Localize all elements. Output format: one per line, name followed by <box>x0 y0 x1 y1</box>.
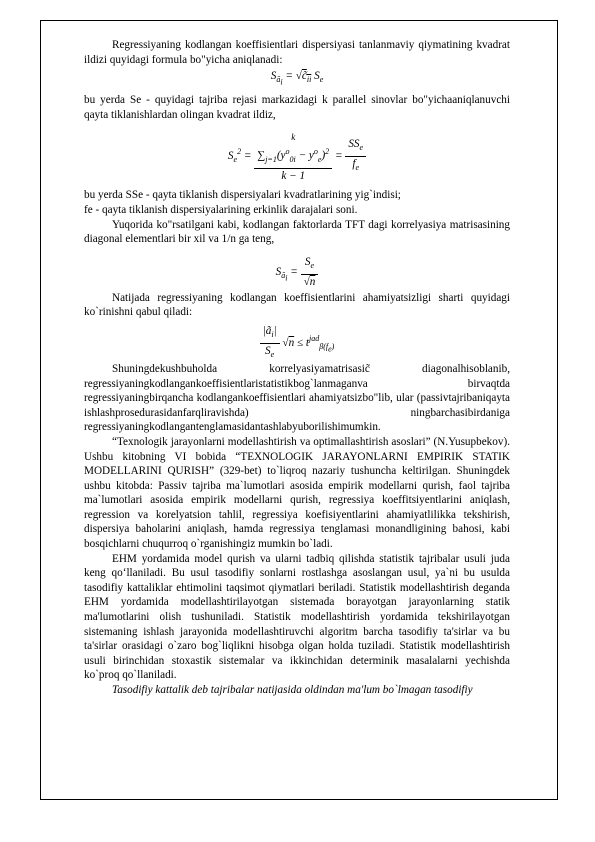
paragraph-1: Regressiyaning kodlangan koeffisientlari dispersiyasi tanlanmaviy qiymatining kvadrat ildizi quyidagi formula bo"yicha aniqlanadi: <box>84 39 510 66</box>
paragraph-3a: bu yerda SSe - qayta tiklanish dispersiyalari kvadratlarining yig`indisi; <box>84 189 401 202</box>
paragraph-7: “Texnologik jarayonlarni modellashtirish va optimallashtirish asoslari” (N.Yusupbekov). Ushbu kitobning VI bobida “TEXNOLOGIK JARAYONLARNI EMPIRIK STATIK MODELLARINI QURISH” (329-bet) to`liqroq nazariy tushuncha keltirilgan. Shuningdek ushbu kitobda: Passiv tajriba ma`lumotlari asosida empirik modellarni qurish, faol tajriba ma`lumotlari asosida empirik modellarni qurish, regressiya koeffitsiyentlarini aniqlash, regression va korelyatsion tahlil, regressiya koefisiyentlarini ahamiyatlilikka tekshirish, dispersiya baholarini aniqlash, hamda regressiya tenglamasi monandligining bahosi, kabi bosqichlarni chuqurroq o`rganishingiz mumkin bo`ladi. <box>84 435 510 551</box>
formula-s-ai: $S_{ã_i}$ = $\frac{S_e}{√n}$ <box>84 249 510 289</box>
paragraph-2: bu yerda Se - quyidagi tajriba rejasi markazidagi k parallel sinovlar bo"yichaaniqlanuvchi qayta tiklanishlardan olingan kvadrat ildiz, <box>84 94 510 121</box>
paragraph-9: Tasodifiy kattalik deb tajribalar natijasida oldindan ma'lum bo`lmagan tasodifiy <box>112 684 473 696</box>
paragraph-3b: fe - qayta tiklanish dispersiyalarining erkinlik darajalari soni. <box>84 203 358 216</box>
paragraph-5: Natijada regressiyaning kodlangan koeffisientlarini ahamiyatsizligi sharti quyidagi ko`rinishni qabul qiladi: <box>84 291 510 319</box>
document-body <box>84 38 510 698</box>
paragraph-4: Yuqorida ko"rsatilgani kabi, kodlangan faktorlarda TFT dagi korrelyasiya matrisasining diagonal elementlari bir xil va 1/n ga teng, <box>84 218 510 246</box>
formula-insignificance: $\frac{|ã_i|}{S_e}$ $√n \le t^{jad}_{\beta(f_e)}$ <box>84 322 510 360</box>
formula-coef-std: $S_{ã_i}$ = $√c̃_{ii}$ $S_e$ <box>270 70 324 88</box>
paragraph-6: Shuningdekushbuholda korrelyasiyamatrisasic̃ diagonalhisoblanib, regressiyaningkodlangankoeffisientlaristatistikbog`lanmaganva birvaqtda regressiyaningbirqancha kodlangankoeffisientlari ahamiyatsizbo"lib, ular (passivtajribaniqayta ishlashprosedurasidanfarqliravishda) ningbarchasibirdaniga regressiyaningkodlangantenglamasidantashlabyuborilishimumkin. <box>84 362 510 434</box>
formula-se-squared: $S_e^2$ = k $\sum_{j=1}(y^o_{0i} - y^o_e)^2$ k − 1 = $\frac{SS_e}{f_e}$ <box>84 124 510 186</box>
paragraph-8: EHM yordamida model qurish va ularni tadbiq qilishda statistik tajribalar usuli juda keng qo‘llaniladi. Bu usul tasodifiy sonlarni rostlashga asoslangan usul, ya`ni bu usulda tasodifiy kattaliklar ehtimolini taqsimot qiymatlari beriladi. Statistik modellashtirish deganda EHM yordamida modellashtirilayotgan sistemada borayotgan jarayonlarning statik ma'lumotlarini olish tushuniladi. Statistik modellashtirish yordamida tekshirilayotgan sistemaning ishlash jarayonida modellashtiruvchi algoritm barcha tasodifiy ta'sirlar va bu ta'sirlar orasidagi o`zaro bog`liqlikni hisobga olgan holda tuziladi. Statistik modellashtirish usuli birinchidan stoxastik sistemalar va ikkinchidan determinik masalalarni yechishda ko`proq qo`llaniladi. <box>84 552 510 682</box>
